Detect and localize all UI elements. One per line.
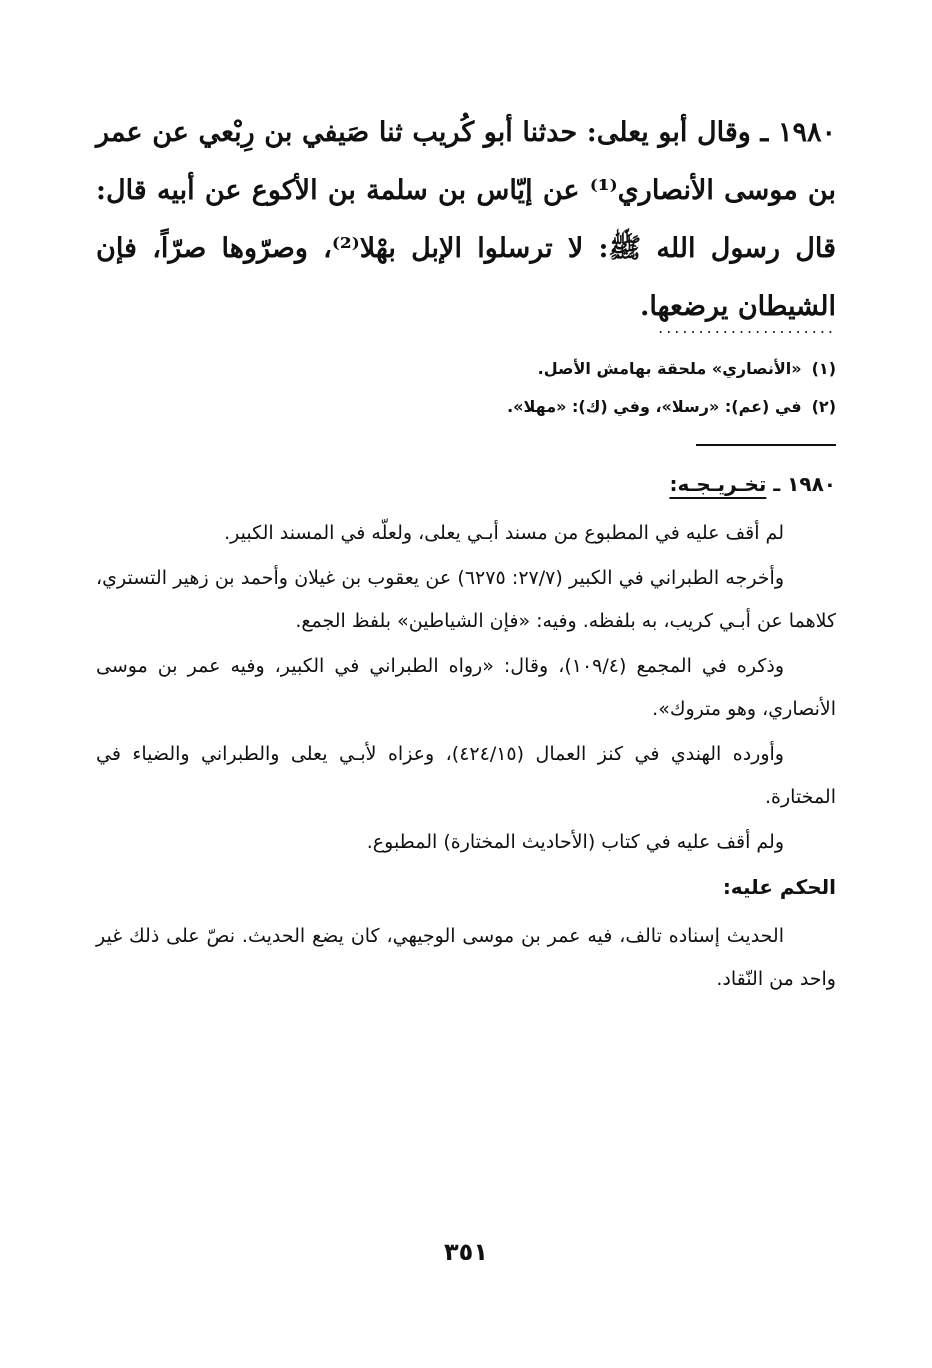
takhrij-paragraph: وأورده الهندي في كنز العمال (٤٢٤/١٥)، وعزاه لأبـي يعلى والطبراني والضياء في المختارة. — [96, 743, 836, 808]
takhrij-dash: ـ — [773, 472, 781, 496]
footnotes — [96, 350, 836, 426]
footnote-text: في (عم): «رسلا»، وفي (ك): «مهلا». — [507, 397, 802, 416]
takhrij-paragraph: لم أقف عليه في المطبوع من مسند أبـي يعلى، ولعلّه في المسند الكبير. — [224, 522, 784, 544]
hadith-text: وقال أبو يعلى: حدثنا أبو كُريب ثنا صَيفي بن رِبْعي عن عمر بن موسى الأنصاري⁽¹⁾ عن إيّاس بن سلمة بن الأكوع عن أبيه قال: قال رسول الله ﷺ: لا ترسلوا الإبل بهْلا⁽²⁾، وصرّوها صرّاً، فإن الشيطان يرضعها. — [96, 117, 836, 322]
takhrij-paragraph: ولم أقف عليه في كتاب (الأحاديث المختارة) المطبوع. — [366, 831, 784, 853]
footnote-mark: (٢) — [811, 397, 836, 416]
footnote-text: «الأنصاري» ملحقة بهامش الأصل. — [537, 359, 802, 378]
takhrij-paragraph: وذكره في المجمع (١٠٩/٤)، وقال: «رواه الطبراني في الكبير، وفيه عمر بن موسى الأنصاري، وهو متروك». — [96, 655, 836, 720]
footnote-mark: (١) — [811, 359, 836, 378]
takhrij-number: ١٩٨٠ — [787, 472, 836, 496]
section-divider — [696, 444, 836, 446]
takhrij-paragraph: وأخرجه الطبراني في الكبير (٢٧/٧: ٦٢٧٥) عن يعقوب بن غيلان وأحمد بن زهير التستري، كلاهما عن أبـي كريب، به بلفظه. وفيه: «فإن الشياطين» بلفظ الجمع. — [96, 567, 836, 632]
takhrij-title: تخـريـجـه: — [669, 472, 767, 496]
ruling-heading: الحكم عليه: — [722, 875, 836, 899]
takhrij-heading — [669, 472, 836, 496]
footnote-separator: ...................... — [658, 318, 836, 337]
hadith-number: ١٩٨٠ — [778, 117, 837, 148]
footnote-item — [96, 350, 836, 388]
takhrij-body — [96, 512, 836, 1003]
footnote-item — [96, 388, 836, 426]
hadith-block — [96, 104, 836, 336]
hadith-dash: ـ — [750, 117, 769, 148]
ruling-paragraph: الحديث إسناده تالف، فيه عمر بن موسى الوجيهي، كان يضع الحديث. نصّ على ذلك غير واحد من النّقاد. — [96, 925, 836, 990]
page-number: ٣٥١ — [444, 1238, 488, 1266]
